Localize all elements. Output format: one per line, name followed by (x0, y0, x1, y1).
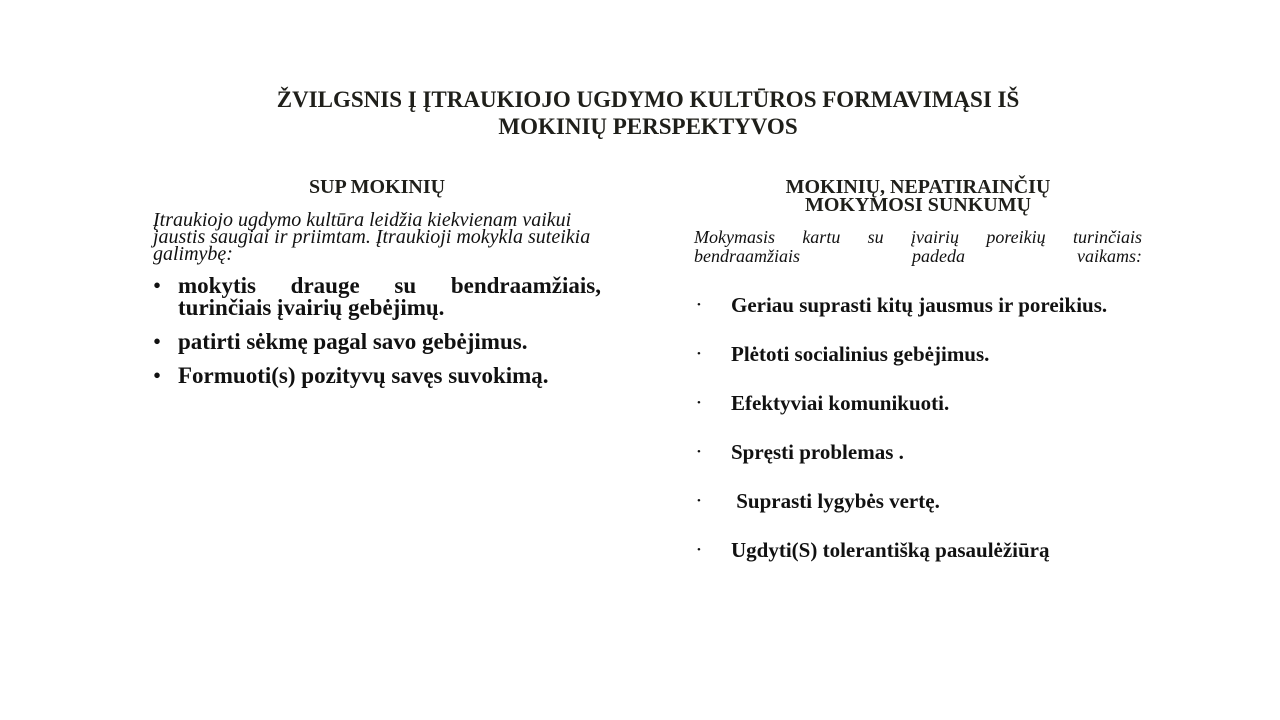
right-list-item (694, 390, 1142, 416)
slide-title (190, 86, 1106, 140)
bullet-icon: • (697, 495, 701, 507)
right-bullet-list (694, 292, 1142, 563)
left-list-item (153, 331, 601, 353)
left-heading-text: SUP MOKINIŲ (308, 176, 446, 198)
bullet-icon: • (697, 299, 701, 311)
left-list-item (153, 365, 601, 387)
right-heading-line-2: MOKYMOSI SUNKUMŲ (804, 194, 1032, 216)
right-list-item-text: Plėtoti socialinius gebėjimus. (731, 342, 990, 366)
bullet-icon: • (697, 544, 701, 556)
left-list-item-text: patirti sėkmę pagal savo gebėjimus. (178, 329, 528, 354)
bullet-icon: • (697, 446, 701, 458)
left-list-item-text: Formuoti(s) pozityvų savęs suvokimą. (178, 363, 549, 388)
right-column (694, 178, 1142, 586)
left-column (153, 178, 601, 399)
right-column-heading (694, 178, 1142, 214)
right-list-item (694, 537, 1142, 563)
right-list-item (694, 341, 1142, 367)
bullet-icon: • (153, 273, 162, 298)
right-intro-line-2: bendraamžiais padeda vaikams: (694, 246, 1142, 266)
right-list-item (694, 439, 1142, 465)
slide-title-line-2: MOKINIŲ PERSPEKTYVOS (498, 114, 798, 139)
right-intro-line-1: Mokymasis kartu su įvairių poreikių turinčiais (694, 227, 1142, 247)
bullet-icon: • (697, 348, 701, 360)
left-bullet-list (153, 275, 601, 387)
left-list-item-text: mokytis drauge su bendraamžiais, turinčiais įvairių gebėjimų. (178, 273, 601, 320)
left-intro-text: Įtraukiojo ugdymo kultūra leidžia kiekvienam vaikui jaustis saugiai ir priimtam. Įtraukioji mokykla suteikia galimybę: (153, 209, 591, 265)
left-column-heading (153, 178, 601, 196)
slide-title-line-1: ŽVILGSNIS Į ĮTRAUKIOJO UGDYMO KULTŪROS FORMAVIMĄSI IŠ (276, 87, 1020, 112)
right-list-item-text: Geriau suprasti kitų jausmus ir poreikius. (731, 293, 1108, 317)
right-list-item (694, 292, 1142, 318)
bullet-icon: • (153, 329, 162, 354)
right-list-item-text: Efektyviai komunikuoti. (731, 391, 950, 415)
right-intro-text (694, 228, 1142, 266)
right-list-item (694, 488, 1142, 514)
right-heading-line-1: MOKINIŲ, NEPATIRAINČIŲ (785, 176, 1051, 198)
bullet-icon: • (697, 397, 701, 409)
left-list-item (153, 275, 601, 319)
right-list-item-text: Ugdyti(S) tolerantišką pasaulėžiūrą (731, 538, 1050, 562)
bullet-icon: • (153, 363, 162, 388)
right-list-item-text: Suprasti lygybės vertę. (731, 489, 940, 513)
right-list-item-text: Spręsti problemas . (731, 440, 904, 464)
